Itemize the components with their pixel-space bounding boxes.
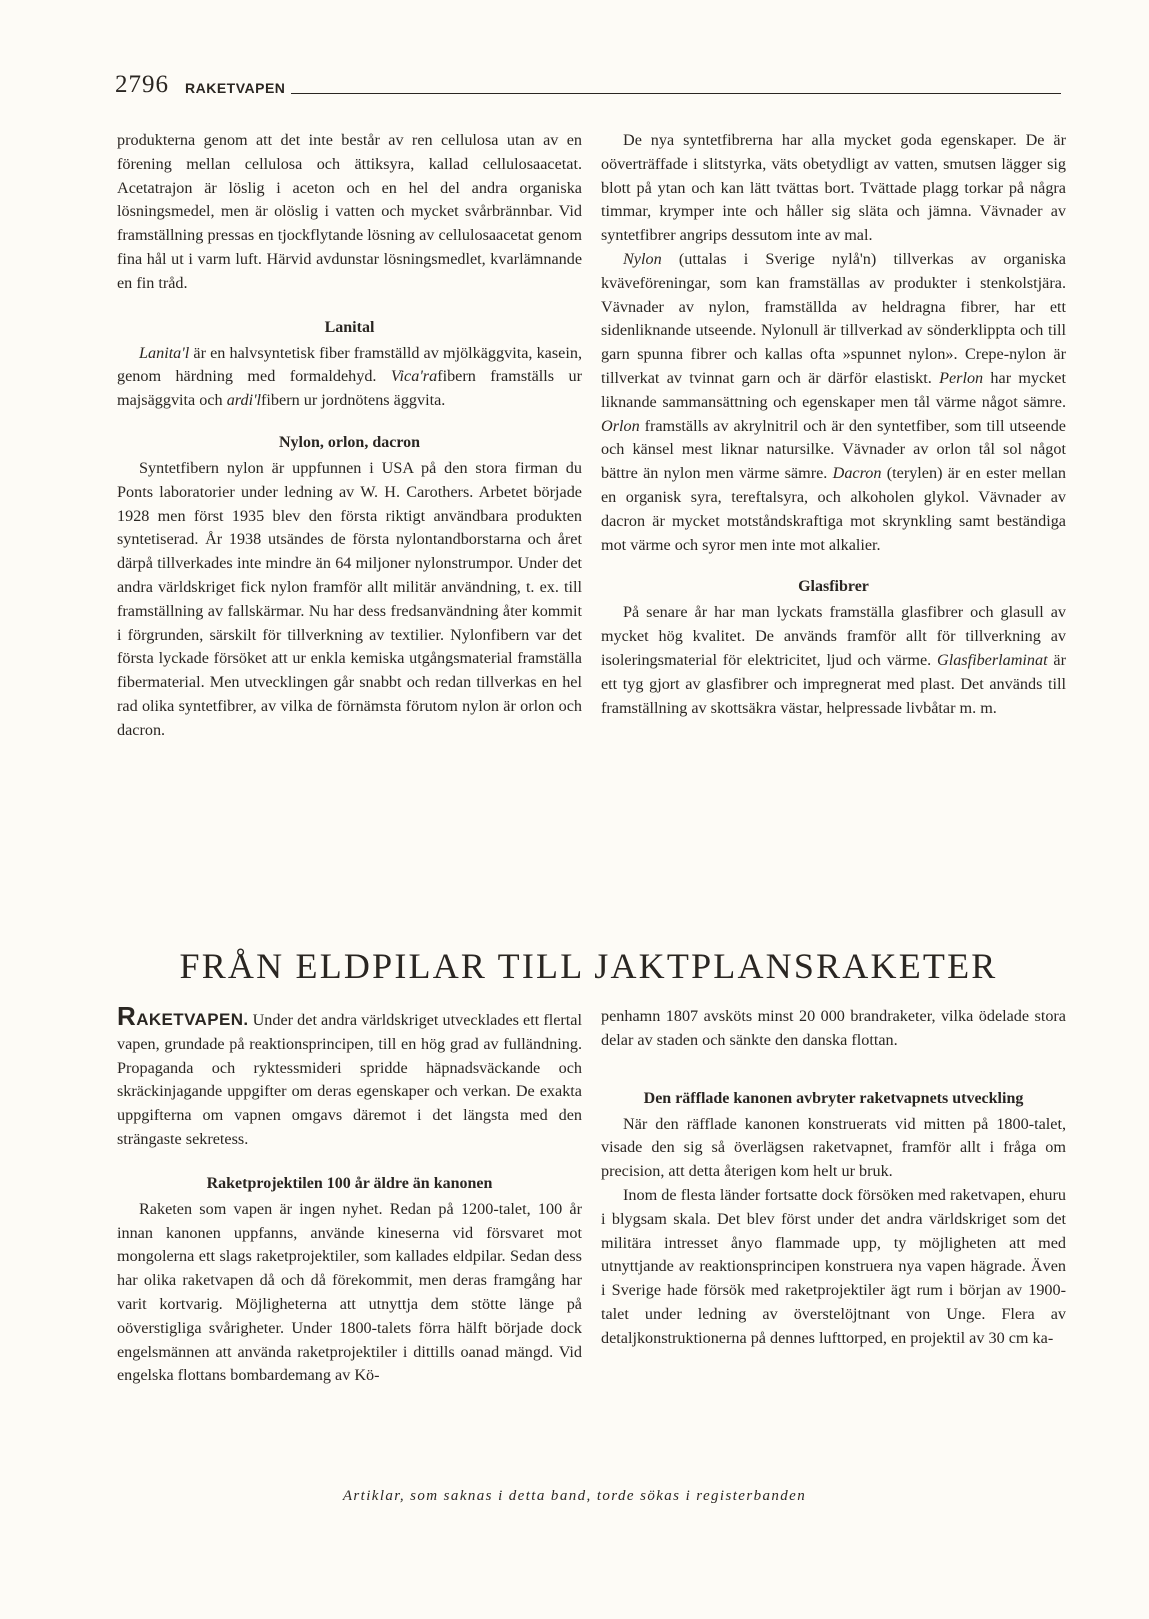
paragraph-lanital [117, 342, 582, 413]
text: är en halvsyntetisk fiber framställd av mjölkäggvita, kasein, genom härdning med formaldehyd. [117, 343, 582, 386]
term-dacron: Dacron [832, 464, 882, 483]
section-heading-glasfibrer: Glasfibrer [798, 578, 869, 596]
term-perlon: Perlon [939, 368, 984, 387]
running-header [115, 72, 1061, 97]
section-heading-lanital: Lanital [324, 318, 375, 336]
lead-paragraph [117, 1001, 582, 1152]
term-orlon: Orlon [601, 416, 640, 435]
term-nylon: Nylon [623, 249, 662, 268]
text: (uttalas i Sverige nylå'n) tillverkas av organiska kväveföreningar, som kan framställas av produkter i stenkolstjära. Vävnader av nylon, framställda av heldragna fibrer, har ett sidenliknande utseende. Nylonull är tillverkad av sönderklippta och till garn spunna fibrer och kallas ofta »spunnet nylon». Crepe-nylon är tillverkat av tvinnat garn och är därför elastiskt. [601, 249, 1066, 387]
text: har mycket liknande sammansättning och egenskaper men tål värme något sämre. [601, 368, 1066, 411]
text: fibern ur jordnötens äggvita. [261, 391, 446, 410]
term-glasfiberlaminat: Glasfiberlaminat [937, 650, 1048, 669]
footer-note: Artiklar, som saknas i detta band, torde sökas i registerbanden [342, 1488, 807, 1504]
paragraph-glasfibrer [601, 601, 1066, 720]
section-heading-rafflade-kanonen: Den räfflade kanonen avbryter raketvapnets utveckling [643, 1089, 1024, 1107]
lead-rest: AKETVAPEN. [136, 1010, 249, 1029]
column-right-bottom [601, 1005, 1066, 1351]
term-ardil: ardi'l [226, 391, 262, 410]
text: fibern framställs ur majsäggvita och [117, 367, 582, 410]
column-left-bottom [117, 1001, 582, 1388]
page-number: 2796 [115, 71, 169, 98]
paragraph: Raketen som vapen är ingen nyhet. Redan på 1200-talet, 100 år innan kanonen uppfanns, använde kineserna vid försvaret mot mongolerna ett slags raketprojektiler, som kallades eldpilar. Sedan dess har olika raketvapen då och då förekommit, men deras framgång har varit kortvarig. Möjligheterna att utnyttja dem stötte länge på oöverstigliga svårigheter. Under 1800-talets förra hälft började dock engelsmännen att använda raketprojektiler i dittills oanad mängd. Vid engelska flottans bombardemang av Kö- [117, 1199, 582, 1385]
header-rule [291, 93, 1061, 94]
text: (terylen) är en ester mellan en organisk syra, tereftalsyra, och alkoholen glykol. Vävnader av dacron är mycket motståndskraftiga mot skrynkling samt beständiga mot värme och syror men inte mot alkalier. [601, 464, 1067, 554]
column-left-top [117, 129, 582, 743]
text: framställs av akrylnitril och är den syntetfiber, som till utseende och känsel mest liknar natursilke. Vävnader av orlon tål sol något bättre än nylon men värme sämre. [601, 416, 1066, 483]
paragraph: produkterna genom att det inte består av ren cellulosa utan av en förening mellan cellulosa och ättiksyra, kallad cellulosaacetat. Acetatrajon är löslig i aceton och en hel del andra organiska lösningsmedel, men är olöslig i vatten och mycket svårbrännbar. Vid framställning pressas en tjockflytande lösning av cellulosaacetat genom fina hål ut i varm luft. Härvid avdunstar lösningsmedlet, kvarlämnande en fin tråd. [117, 131, 582, 292]
paragraph-nylon-details [601, 248, 1066, 557]
paragraph: När den räfflade kanonen konstruerats vid mitten på 1800-talet, visade den sig så överlägsen raketvapnet, framför allt i fråga om precision, att detta återigen kom helt ur bruk. [601, 1114, 1066, 1181]
text: På senare år har man lyckats framställa glasfibrer och glasull av mycket hög kvalitet. De används framför allt för tillverkning av isoleringsmaterial för elektricitet, ljud och värme. [601, 603, 1066, 669]
term-vicara: Vica'ra [390, 367, 438, 386]
section-heading-raketprojektilen: Raketprojektilen 100 år äldre än kanonen [206, 1174, 493, 1192]
paragraph: Inom de flesta länder fortsatte dock försöken med raketvapen, ehuru i blygsam skala. Det blev först under det andra världskriget som det militära intresset ånyo flammade upp, ty möjligheten att med utnyttjande av reaktionsprincipen konstruera nya vapen hägrade. Även i Sverige hade försök med raketprojektiler ägt rum i början av 1900-talet under ledning av överstelöjtnant von Unge. Flera av detaljkonstruktionerna på dennes lufttorped, en projektil av 30 cm ka- [601, 1185, 1066, 1347]
running-title: RAKETVAPEN [185, 80, 286, 96]
paragraph-nylon: Syntetfibern nylon är uppfunnen i USA på den stora firman du Ponts laboratorier under ledning av W. H. Carothers. Arbetet började 1928 men först 1935 blev den första riktigt användbara produkten syntetiserad. År 1938 utsändes de första nylontandborstarna och året därpå tillverkades inte mindre än 64 miljoner nylonstrumpor. Under det andra världskriget fick nylon framför allt militär användning, t. ex. till framställning av fallskärmar. Nu har dess fredsanvändning åter kommit i förgrunden, särskilt för tillverkning av textilier. Nylonfibern var det första lyckade försöket att ur enkla kemiska utgångsmaterial framställa fibermaterial. Men utvecklingen går snabbt och redan tillverkas en hel rad olika syntetfibrer, av vilka de förnämsta förutom nylon är orlon och dacron. [117, 458, 582, 739]
term-lanital: Lanita'l [139, 343, 190, 362]
text: Under det andra världskriget utvecklades ett flertal vapen, grundade på reaktionsprincipen, till en hög grad av fulländning. Propaganda och ryktessmideri spridde häpnadsväckande och skräckinjagande uppgifter om deras egenskaper och verkan. De exakta uppgifterna om vapnen omgavs däremot i det längsta med den strängaste sekretess. [117, 1011, 582, 1148]
lead-capital: R [117, 1001, 137, 1031]
column-right-top [601, 129, 1066, 720]
paragraph-continued: penhamn 1807 avsköts minst 20 000 brandraketer, vilka ödelade stora delar av staden och sänkte den danska flottan. [601, 1007, 1066, 1049]
lead-word [117, 1001, 249, 1031]
article-headline: FRÅN ELDPILAR TILL JAKTPLANSRAKETER [179, 946, 998, 986]
paragraph: De nya syntetfibrerna har alla mycket goda egenskaper. De är oöverträffade i slitstyrka, väts obetydligt av vatten, smutsen lägger sig blott på ytan och kan lätt tvättas bort. Tvättade plagg torkar på några timmar, krymper inte och håller sig släta och jämna. Vävnader av syntetfibrer angrips dessutom inte av mal. [601, 131, 1066, 245]
section-heading-nylon: Nylon, orlon, dacron [278, 433, 421, 451]
text: är ett tyg gjort av glasfibrer och impregnerat med plast. Det används till framställning av skottsäkra västar, helpressade livbåtar m. m. [601, 650, 1067, 717]
